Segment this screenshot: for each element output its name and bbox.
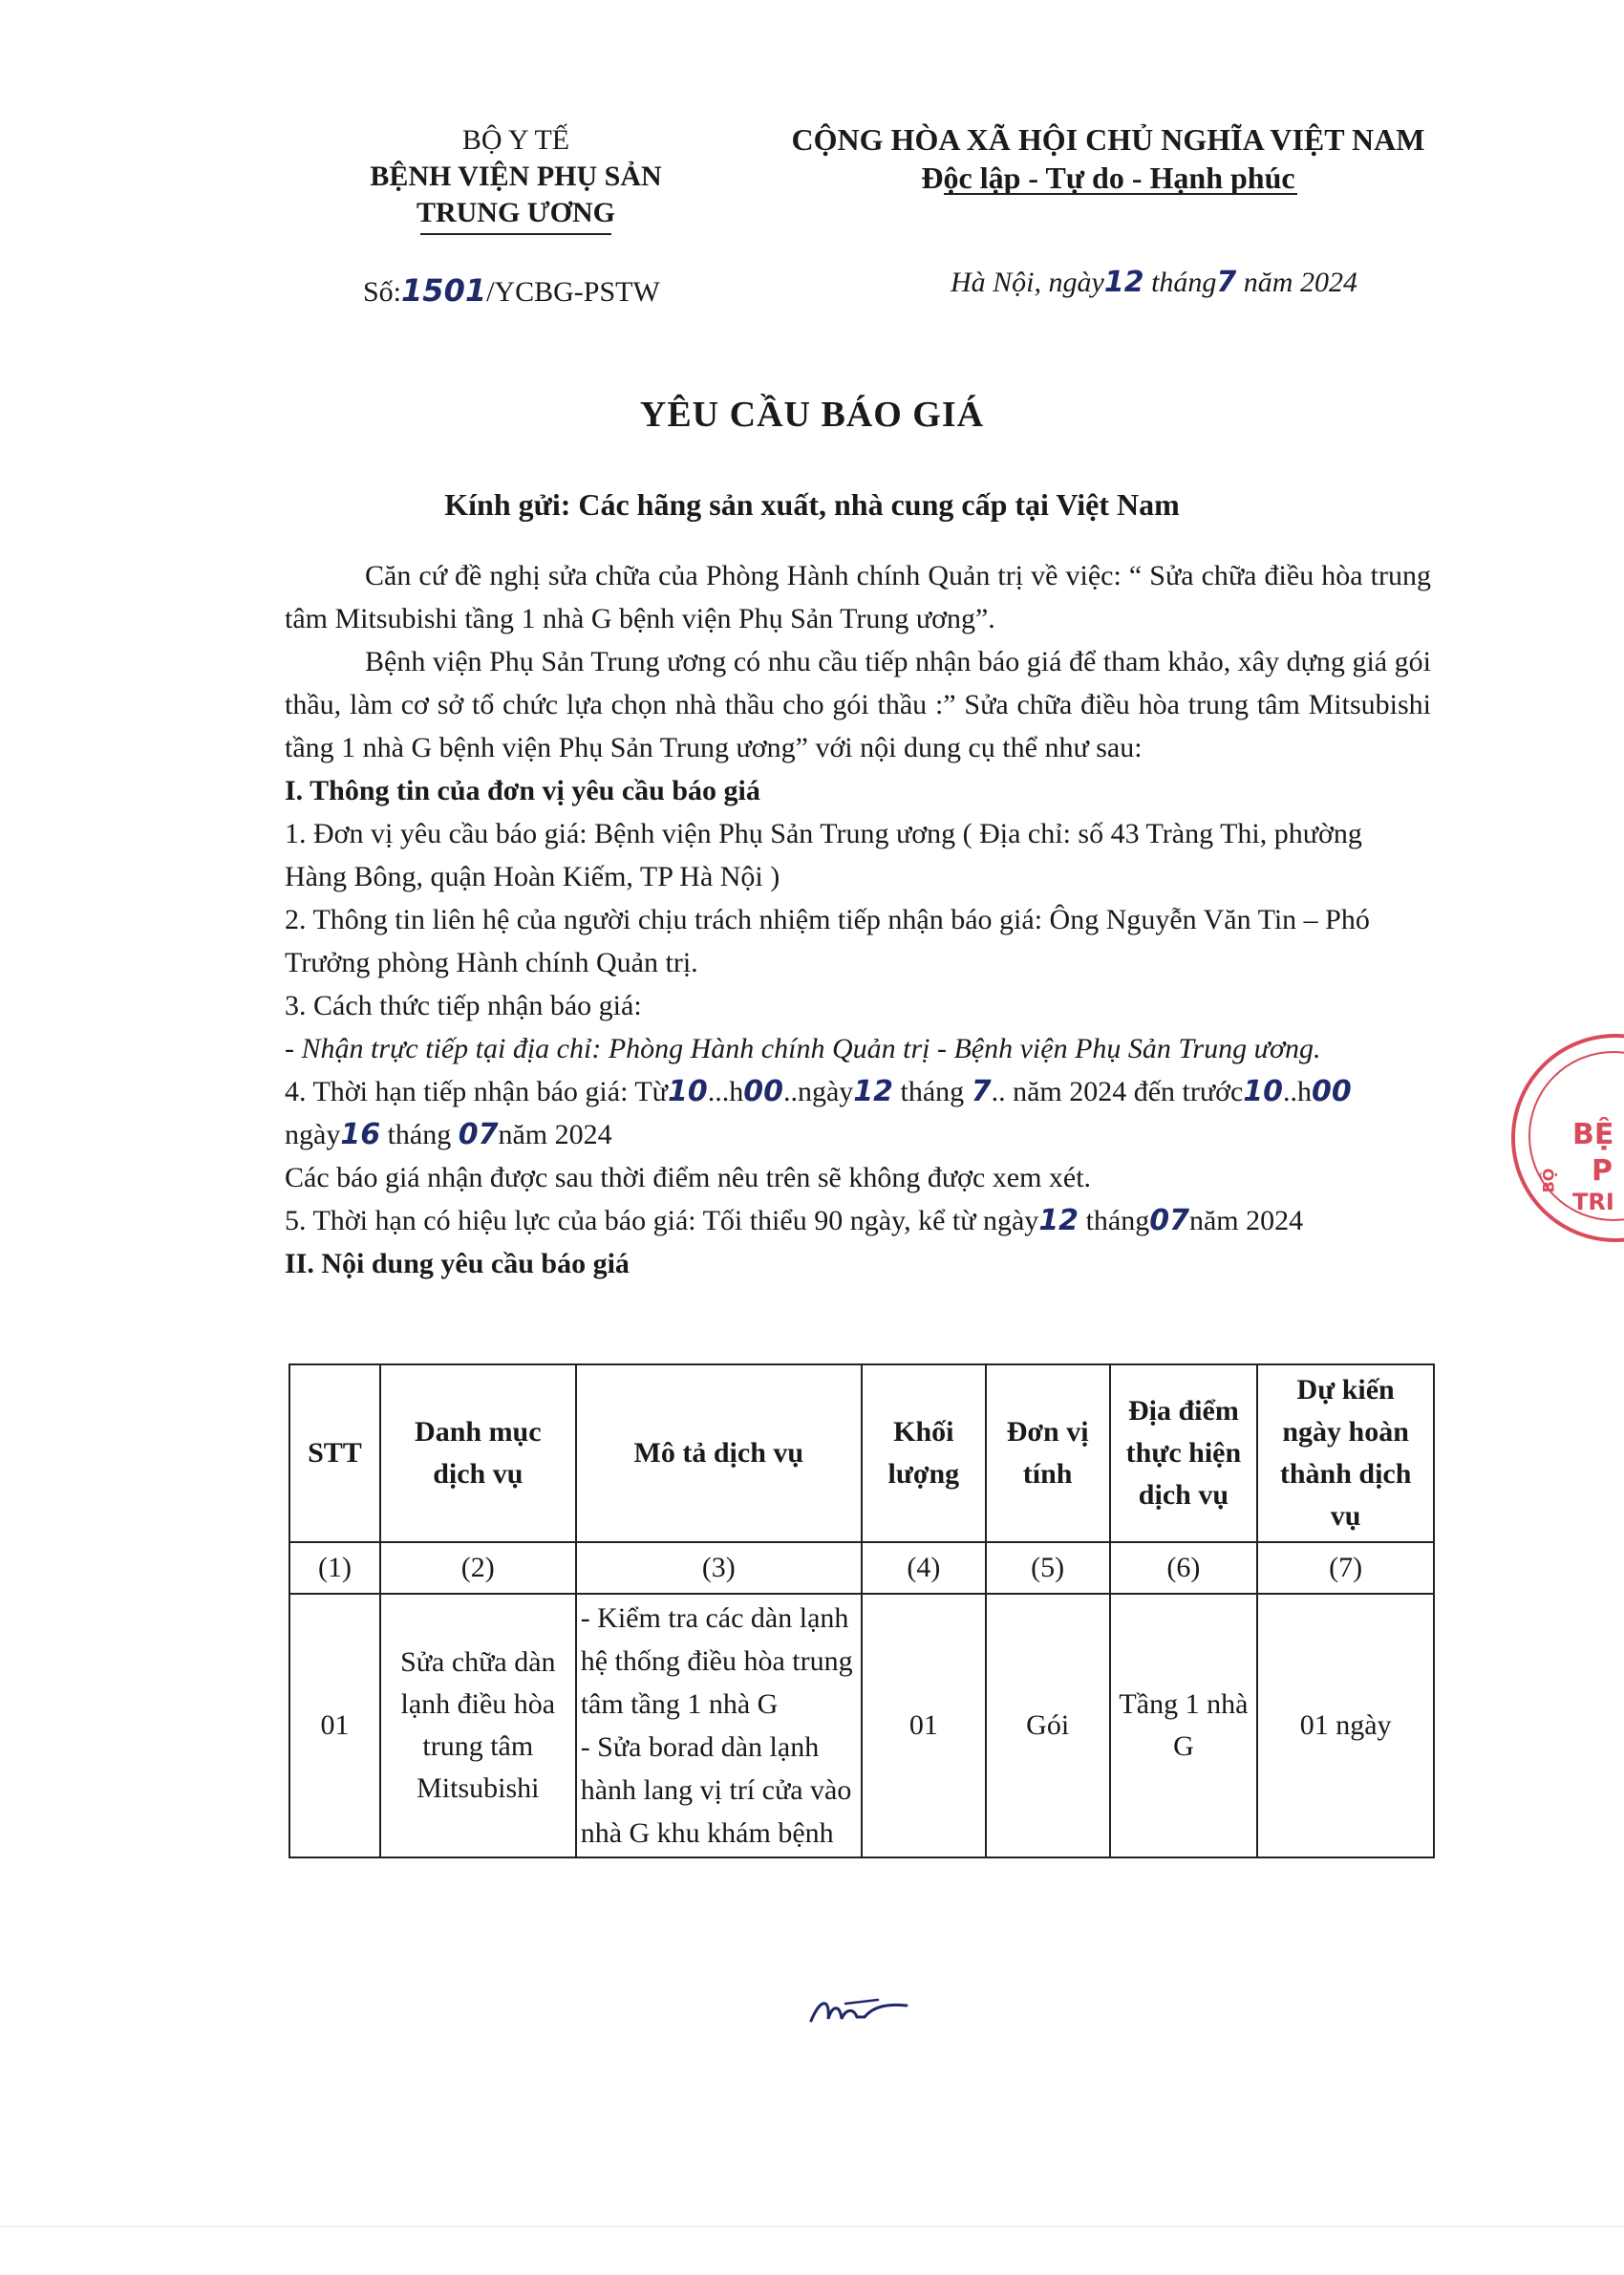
header-location: Địa điểm thực hiện dịch vụ [1110, 1364, 1258, 1542]
description-line1: - Kiểm tra các dàn lạnh hệ thống điều hòa trung tâm tầng 1 nhà G [580, 1602, 853, 1720]
stamp-text-bottom: TRI [1572, 1189, 1614, 1215]
initials-signature-mark [807, 1992, 912, 2030]
item4-hour2: 10 [1243, 1075, 1284, 1108]
section1-heading: I. Thông tin của đơn vị yêu cầu báo giá [285, 775, 760, 806]
header-completion: Dự kiến ngày hoàn thành dịch vụ [1257, 1364, 1434, 1542]
cell-quantity: 01 [862, 1594, 986, 1857]
doc-number-suffix: /YCBG-PSTW [486, 276, 660, 308]
section1-item3: 3. Cách thức tiếp nhận báo giá: [285, 990, 642, 1021]
stamp-side-text: BỘ [1539, 1168, 1558, 1193]
item4-minute1: 00 [743, 1075, 783, 1108]
section2-heading: II. Nội dung yêu cầu báo giá [285, 1248, 630, 1279]
item4-text-f: .. năm 2024 đến trước [991, 1076, 1244, 1107]
page-bottom-edge [0, 2226, 1624, 2227]
section1-item4 [285, 1070, 1431, 1156]
col-number: (1) [289, 1542, 380, 1594]
date-year: năm 2024 [1243, 267, 1357, 298]
section1-item2: 2. Thông tin liên hệ của người chịu trách nhiệm tiếp nhận báo giá: Ông Nguyễn Văn Tin – Phó Trưởng phòng Hành chính Quản trị. [285, 904, 1370, 978]
section1-item4-note: Các báo giá nhận được sau thời điểm nêu trên sẽ không được xem xét. [285, 1162, 1092, 1193]
col-number: (7) [1257, 1542, 1434, 1594]
country-name: CỘNG HÒA XÃ HỘI CHỦ NGHĨA VIỆT NAM [791, 122, 1425, 157]
item4-month2: 07 [458, 1118, 499, 1151]
issue-date [951, 266, 1357, 299]
header-service: Danh mục dịch vụ [380, 1364, 576, 1542]
header-left-underline [420, 233, 611, 235]
header-quantity: Khối lượng [862, 1364, 986, 1542]
body-content [285, 554, 1431, 1285]
document-number [363, 272, 660, 309]
table-header-row [289, 1364, 1434, 1542]
item4-text-h: ngày [285, 1119, 341, 1150]
item4-hour1: 10 [667, 1075, 708, 1108]
doc-number-handwritten: 1501 [401, 272, 487, 309]
item5-text-b: tháng [1079, 1205, 1150, 1236]
cell-completion: 01 ngày [1257, 1594, 1434, 1857]
hospital-name-line2: TRUNG ƯƠNG [416, 197, 616, 228]
motto-underline [944, 193, 1297, 195]
cell-location: Tầng 1 nhà G [1110, 1594, 1258, 1857]
item4-text-c: ..ngày [782, 1076, 854, 1107]
paragraph-basis: Căn cứ đề nghị sửa chữa của Phòng Hành chính Quản trị về việc: “ Sửa chữa điều hòa trung tâm Mitsubishi tầng 1 nhà G bệnh viện Phụ Sản Trung ương”. [285, 560, 1431, 634]
date-month-label: tháng [1151, 267, 1217, 298]
item4-text-a: 4. Thời hạn tiếp nhận báo giá: Từ [285, 1076, 668, 1107]
item4-text-j: năm 2024 [498, 1119, 612, 1150]
item4-text-b: ...h [707, 1076, 744, 1107]
section1-item1: 1. Đơn vị yêu cầu báo giá: Bệnh viện Phụ Sản Trung ương ( Địa chỉ: số 43 Tràng Thi, phường Hàng Bông, quận Hoàn Kiếm, TP Hà Nội ) [285, 818, 1362, 892]
col-number: (2) [380, 1542, 576, 1594]
recipient-line: Kính gửi: Các hãng sản xuất, nhà cung cấp tại Việt Nam [444, 487, 1180, 522]
paragraph-need: Bệnh viện Phụ Sản Trung ương có nhu cầu tiếp nhận báo giá để tham khảo, xây dựng giá gói thầu, làm cơ sở tổ chức lựa chọn nhà thầu cho gói thầu :” Sửa chữa điều hòa trung tâm Mitsubishi tầng 1 nhà G bệnh viện Phụ Sản Trung ương” với nội dung cụ thể như sau: [285, 646, 1431, 763]
header-unit: Đơn vị tính [986, 1364, 1110, 1542]
cell-stt: 01 [289, 1594, 380, 1857]
header-description: Mô tả dịch vụ [576, 1364, 862, 1542]
item4-text-e: tháng [893, 1076, 965, 1107]
item4-minute2: 00 [1312, 1075, 1352, 1108]
date-day: 12 [1103, 266, 1144, 299]
cell-service: Sửa chữa dàn lạnh điều hòa trung tâm Mitsubishi [380, 1594, 576, 1857]
hospital-name-line1: BỆNH VIỆN PHỤ SẢN [370, 161, 662, 192]
section1-item5 [285, 1199, 1431, 1242]
section1-item3-detail: - Nhận trực tiếp tại địa chỉ: Phòng Hành chính Quản trị - Bệnh viện Phụ Sản Trung ương. [285, 1033, 1321, 1064]
date-place: Hà Nội, ngày [951, 267, 1104, 298]
national-motto: Độc lập - Tự do - Hạnh phúc [921, 161, 1295, 195]
item5-day: 12 [1038, 1204, 1079, 1237]
national-header [764, 120, 1452, 197]
col-number: (6) [1110, 1542, 1258, 1594]
cell-description [576, 1594, 862, 1857]
document-title: YÊU CẦU BÁO GIÁ [639, 395, 985, 435]
table-row [289, 1594, 1434, 1857]
item5-text-a: 5. Thời hạn có hiệu lực của báo giá: Tối thiểu 90 ngày, kể từ ngày [285, 1205, 1039, 1236]
description-line2: - Sửa borad dàn lạnh hành lang vị trí cửa vào nhà G khu khám bệnh [580, 1731, 852, 1849]
item4-text-g: ..h [1283, 1076, 1313, 1107]
official-stamp [1511, 1034, 1624, 1242]
agency-header [315, 122, 716, 235]
cell-unit: Gói [986, 1594, 1110, 1857]
item5-text-c: năm 2024 [1188, 1205, 1304, 1236]
date-month: 7 [1216, 266, 1237, 299]
stamp-text-mid: P [1592, 1154, 1613, 1188]
col-number: (5) [986, 1542, 1110, 1594]
ministry-name: BỘ Y TẾ [461, 124, 570, 156]
item4-text-i: tháng [380, 1119, 452, 1150]
item5-month: 07 [1149, 1204, 1189, 1237]
stamp-text-top: BỆ [1572, 1118, 1614, 1151]
table-number-row [289, 1542, 1434, 1594]
item4-day1: 12 [853, 1075, 894, 1108]
header-stt: STT [289, 1364, 380, 1542]
doc-number-prefix: Số: [363, 276, 402, 308]
item4-month1: 7 [971, 1075, 992, 1108]
col-number: (3) [576, 1542, 862, 1594]
item4-day2: 16 [340, 1118, 381, 1151]
service-request-table [288, 1363, 1435, 1858]
col-number: (4) [862, 1542, 986, 1594]
